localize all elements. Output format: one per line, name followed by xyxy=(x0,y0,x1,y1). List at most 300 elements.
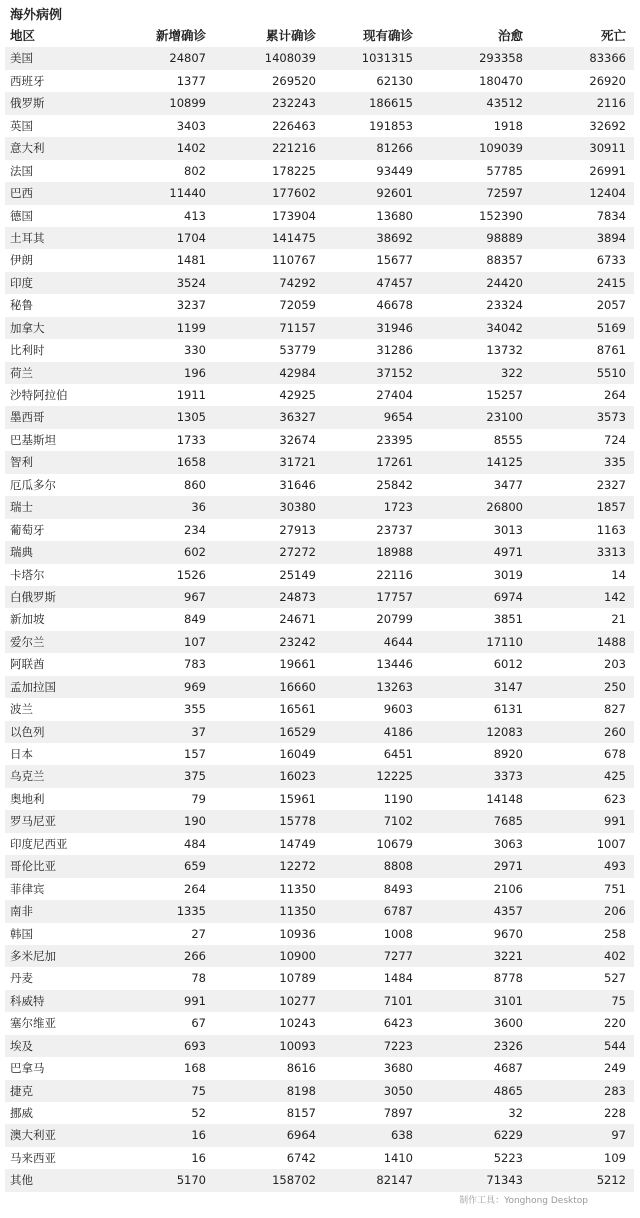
deaths-cell: 264 xyxy=(604,388,626,402)
table-row xyxy=(5,339,634,361)
total-cases-cell: 12272 xyxy=(279,859,316,874)
active-cases-cell: 22116 xyxy=(376,567,413,582)
recovered-cell: 2326 xyxy=(493,1038,523,1053)
total-cases-cell: 16561 xyxy=(279,702,316,717)
deaths-cell: 2415 xyxy=(596,275,626,290)
new-cases-cell: 1481 xyxy=(176,253,206,268)
table-row xyxy=(5,294,634,316)
table-row xyxy=(5,317,634,339)
active-cases-cell: 17757 xyxy=(376,589,413,604)
total-cases-cell: 16023 xyxy=(279,769,316,784)
recovered-cell: 23100 xyxy=(486,410,523,425)
recovered-cell: 1918 xyxy=(493,118,523,133)
total-cases-cell: 141475 xyxy=(272,230,316,245)
region-cell: 巴拿马 xyxy=(10,1061,45,1076)
new-cases-cell: 413 xyxy=(184,208,206,223)
total-cases-cell: 10093 xyxy=(279,1038,316,1053)
new-cases-cell: 860 xyxy=(184,477,206,492)
recovered-cell: 8555 xyxy=(493,432,523,447)
new-cases-cell: 234 xyxy=(184,522,206,537)
total-cases-cell: 42984 xyxy=(279,365,316,380)
total-cases-cell: 24873 xyxy=(279,589,316,604)
deaths-cell: 2116 xyxy=(596,96,626,111)
deaths-cell: 83366 xyxy=(589,51,626,66)
region-cell: 墨西哥 xyxy=(10,410,45,425)
table-row xyxy=(5,990,634,1012)
region-cell: 比利时 xyxy=(10,343,45,358)
total-cases-cell: 16660 xyxy=(279,679,316,694)
active-cases-cell: 82147 xyxy=(376,1173,413,1188)
new-cases-cell: 1911 xyxy=(176,388,206,402)
recovered-cell: 180470 xyxy=(479,73,523,88)
recovered-cell: 293358 xyxy=(479,51,523,66)
region-cell: 土耳其 xyxy=(10,230,45,245)
total-cases-cell: 32674 xyxy=(279,432,316,447)
region-cell: 巴西 xyxy=(10,186,33,201)
recovered-cell: 6229 xyxy=(493,1128,523,1143)
total-cases-cell: 30380 xyxy=(279,500,316,515)
region-cell: 美国 xyxy=(10,51,33,66)
region-cell: 日本 xyxy=(10,747,33,761)
table-row xyxy=(5,1057,634,1079)
new-cases-cell: 1335 xyxy=(176,904,206,919)
new-cases-cell: 79 xyxy=(191,791,206,806)
deaths-cell: 2327 xyxy=(596,477,626,492)
table-row xyxy=(5,833,634,855)
active-cases-cell: 8808 xyxy=(383,859,413,874)
recovered-cell: 2971 xyxy=(493,859,523,874)
recovered-cell: 4687 xyxy=(493,1061,523,1076)
region-cell: 其他 xyxy=(10,1173,33,1188)
recovered-cell: 6131 xyxy=(493,702,523,717)
table-row xyxy=(5,70,634,92)
table-row xyxy=(5,855,634,877)
table-row xyxy=(5,160,634,182)
recovered-cell: 26800 xyxy=(486,500,523,515)
active-cases-cell: 38692 xyxy=(376,230,413,245)
recovered-cell: 9670 xyxy=(493,926,523,941)
table-row xyxy=(5,698,634,720)
active-cases-cell: 1190 xyxy=(383,791,413,806)
new-cases-cell: 849 xyxy=(184,612,206,627)
total-cases-cell: 10243 xyxy=(279,1016,316,1031)
total-cases-cell: 11350 xyxy=(279,904,316,919)
region-cell: 奥地利 xyxy=(10,791,45,806)
column-header-total-cases[interactable]: 累计确诊 xyxy=(265,28,316,43)
recovered-cell: 3477 xyxy=(493,477,523,492)
total-cases-cell: 10936 xyxy=(279,926,316,941)
deaths-cell: 402 xyxy=(604,948,626,963)
table-row xyxy=(5,182,634,204)
active-cases-cell: 47457 xyxy=(376,275,413,290)
active-cases-cell: 7101 xyxy=(383,993,413,1008)
table-row xyxy=(5,496,634,518)
active-cases-cell: 13680 xyxy=(376,208,413,223)
deaths-cell: 991 xyxy=(604,814,626,829)
column-header-active-cases[interactable]: 现有确诊 xyxy=(362,28,413,43)
new-cases-cell: 264 xyxy=(184,881,206,896)
table-row xyxy=(5,115,634,137)
total-cases-cell: 226463 xyxy=(272,118,316,133)
region-cell: 意大利 xyxy=(10,141,45,156)
recovered-cell: 17110 xyxy=(486,634,523,649)
region-cell: 秘鲁 xyxy=(10,298,33,313)
recovered-cell: 12083 xyxy=(486,724,523,739)
table-row xyxy=(5,429,634,451)
deaths-cell: 26991 xyxy=(589,163,626,178)
active-cases-cell: 92601 xyxy=(376,186,413,201)
active-cases-cell: 31946 xyxy=(376,320,413,335)
deaths-cell: 142 xyxy=(604,589,626,604)
active-cases-cell: 12225 xyxy=(376,769,413,784)
active-cases-cell: 27404 xyxy=(376,388,413,402)
table-row xyxy=(5,1147,634,1169)
recovered-cell: 15257 xyxy=(486,388,523,402)
new-cases-cell: 3403 xyxy=(176,118,206,133)
total-cases-cell: 177602 xyxy=(272,186,316,201)
deaths-cell: 1007 xyxy=(596,836,626,851)
recovered-cell: 4865 xyxy=(493,1083,523,1098)
new-cases-cell: 355 xyxy=(184,702,206,717)
column-header-recovered[interactable]: 治愈 xyxy=(497,28,523,43)
region-cell: 丹麦 xyxy=(10,971,33,986)
total-cases-cell: 10789 xyxy=(279,971,316,986)
recovered-cell: 3147 xyxy=(493,679,523,694)
region-cell: 马来西亚 xyxy=(10,1150,56,1165)
recovered-cell: 322 xyxy=(501,365,523,380)
active-cases-cell: 18988 xyxy=(376,545,413,560)
total-cases-cell: 269520 xyxy=(272,73,316,88)
new-cases-cell: 783 xyxy=(184,657,206,672)
table-row xyxy=(5,519,634,541)
total-cases-cell: 16529 xyxy=(279,724,316,739)
table-row xyxy=(5,676,634,698)
new-cases-cell: 196 xyxy=(184,365,206,380)
recovered-cell: 6974 xyxy=(493,589,523,604)
deaths-cell: 544 xyxy=(604,1038,626,1053)
active-cases-cell: 17261 xyxy=(376,455,413,470)
table-row xyxy=(5,137,634,159)
total-cases-cell: 178225 xyxy=(272,163,316,178)
region-cell: 沙特阿拉伯 xyxy=(10,388,68,402)
recovered-cell: 14125 xyxy=(486,455,523,470)
active-cases-cell: 7223 xyxy=(383,1038,413,1053)
deaths-cell: 827 xyxy=(604,702,626,717)
total-cases-cell: 27272 xyxy=(279,545,316,560)
column-header-deaths[interactable]: 死亡 xyxy=(600,28,626,43)
new-cases-cell: 1658 xyxy=(176,455,206,470)
deaths-cell: 5212 xyxy=(596,1173,626,1188)
deaths-cell: 260 xyxy=(604,724,626,739)
active-cases-cell: 7897 xyxy=(383,1106,413,1120)
deaths-cell: 220 xyxy=(604,1016,626,1031)
table-row xyxy=(5,249,634,271)
active-cases-cell: 638 xyxy=(391,1128,413,1143)
deaths-cell: 12404 xyxy=(589,186,626,201)
total-cases-cell: 72059 xyxy=(279,298,316,313)
table-row xyxy=(5,631,634,653)
new-cases-cell: 107 xyxy=(184,634,206,649)
deaths-cell: 250 xyxy=(604,679,626,694)
new-cases-cell: 266 xyxy=(184,948,206,963)
recovered-cell: 88357 xyxy=(486,253,523,268)
table-row xyxy=(5,653,634,675)
total-cases-cell: 74292 xyxy=(279,275,316,290)
region-cell: 新加坡 xyxy=(10,612,45,627)
deaths-cell: 2057 xyxy=(596,298,626,313)
recovered-cell: 3600 xyxy=(493,1016,523,1031)
new-cases-cell: 1305 xyxy=(176,410,206,425)
recovered-cell: 13732 xyxy=(486,343,523,358)
active-cases-cell: 4186 xyxy=(383,724,413,739)
total-cases-cell: 16049 xyxy=(279,747,316,761)
region-cell: 孟加拉国 xyxy=(10,679,56,694)
new-cases-cell: 190 xyxy=(184,814,206,829)
deaths-cell: 26920 xyxy=(589,73,626,88)
active-cases-cell: 15677 xyxy=(376,253,413,268)
table-row xyxy=(5,564,634,586)
active-cases-cell: 13446 xyxy=(376,657,413,672)
table-row xyxy=(5,1035,634,1057)
deaths-cell: 1163 xyxy=(596,522,626,537)
new-cases-cell: 16 xyxy=(191,1150,206,1165)
region-cell: 伊朗 xyxy=(10,253,33,268)
region-cell: 挪威 xyxy=(10,1106,33,1120)
table-row xyxy=(5,945,634,967)
table-row xyxy=(5,1080,634,1102)
region-cell: 荷兰 xyxy=(10,365,33,380)
recovered-cell: 109039 xyxy=(479,141,523,156)
region-cell: 澳大利亚 xyxy=(10,1128,56,1143)
region-cell: 英国 xyxy=(10,118,33,133)
deaths-cell: 623 xyxy=(604,791,626,806)
recovered-cell: 72597 xyxy=(486,186,523,201)
total-cases-cell: 24671 xyxy=(279,612,316,627)
cases-table xyxy=(5,25,634,1192)
table-row xyxy=(5,227,634,249)
region-cell: 以色列 xyxy=(10,724,45,739)
deaths-cell: 724 xyxy=(604,432,626,447)
total-cases-cell: 6742 xyxy=(286,1150,316,1165)
total-cases-cell: 6964 xyxy=(286,1128,316,1143)
table-row xyxy=(5,451,634,473)
deaths-cell: 21 xyxy=(611,612,626,627)
region-cell: 厄瓜多尔 xyxy=(10,477,56,492)
deaths-cell: 249 xyxy=(604,1061,626,1076)
region-cell: 西班牙 xyxy=(10,73,45,88)
active-cases-cell: 13263 xyxy=(376,679,413,694)
table-row xyxy=(5,721,634,743)
table-row xyxy=(5,1124,634,1146)
tool-credit: 制作工具：Yonghong Desktop xyxy=(459,1196,588,1206)
total-cases-cell: 158702 xyxy=(272,1173,316,1188)
active-cases-cell: 3050 xyxy=(383,1083,413,1098)
total-cases-cell: 27913 xyxy=(279,522,316,537)
active-cases-cell: 31286 xyxy=(376,343,413,358)
new-cases-cell: 10899 xyxy=(169,96,206,111)
recovered-cell: 3851 xyxy=(493,612,523,627)
total-cases-cell: 10277 xyxy=(279,993,316,1008)
active-cases-cell: 25842 xyxy=(376,477,413,492)
active-cases-cell: 93449 xyxy=(376,163,413,178)
new-cases-cell: 1199 xyxy=(176,320,206,335)
recovered-cell: 71343 xyxy=(486,1173,523,1188)
active-cases-cell: 8493 xyxy=(383,881,413,896)
new-cases-cell: 484 xyxy=(184,836,206,851)
region-cell: 波兰 xyxy=(10,702,33,717)
deaths-cell: 5510 xyxy=(596,365,626,380)
total-cases-cell: 25149 xyxy=(279,567,316,582)
table-row xyxy=(5,967,634,989)
total-cases-cell: 8616 xyxy=(286,1061,316,1076)
table-row xyxy=(5,541,634,563)
total-cases-cell: 110767 xyxy=(272,253,316,268)
total-cases-cell: 14749 xyxy=(279,836,316,851)
active-cases-cell: 1484 xyxy=(383,971,413,986)
new-cases-cell: 78 xyxy=(191,971,206,986)
new-cases-cell: 1704 xyxy=(176,230,206,245)
column-header-new-cases[interactable]: 新增确诊 xyxy=(155,28,206,43)
recovered-cell: 3013 xyxy=(493,522,523,537)
recovered-cell: 98889 xyxy=(486,230,523,245)
deaths-cell: 3573 xyxy=(596,410,626,425)
deaths-cell: 493 xyxy=(604,859,626,874)
region-cell: 塞尔维亚 xyxy=(10,1016,56,1031)
active-cases-cell: 191853 xyxy=(369,118,413,133)
region-cell: 菲律宾 xyxy=(10,881,45,896)
total-cases-cell: 15961 xyxy=(279,791,316,806)
table-row xyxy=(5,474,634,496)
recovered-cell: 3019 xyxy=(493,567,523,582)
region-cell: 德国 xyxy=(10,208,33,223)
active-cases-cell: 20799 xyxy=(376,612,413,627)
region-cell: 俄罗斯 xyxy=(10,96,45,111)
active-cases-cell: 1410 xyxy=(383,1150,413,1165)
active-cases-cell: 81266 xyxy=(376,141,413,156)
recovered-cell: 6012 xyxy=(493,657,523,672)
recovered-cell: 32 xyxy=(508,1106,523,1120)
new-cases-cell: 802 xyxy=(184,163,206,178)
deaths-cell: 203 xyxy=(604,657,626,672)
new-cases-cell: 67 xyxy=(191,1016,206,1031)
table-row xyxy=(5,1012,634,1034)
table-row xyxy=(5,362,634,384)
new-cases-cell: 991 xyxy=(184,993,206,1008)
region-cell: 韩国 xyxy=(10,926,33,941)
region-cell: 瑞典 xyxy=(10,545,33,560)
table-row xyxy=(5,900,634,922)
active-cases-cell: 7102 xyxy=(383,814,413,829)
table-row xyxy=(5,1169,634,1191)
region-cell: 葡萄牙 xyxy=(10,522,45,537)
deaths-cell: 751 xyxy=(604,881,626,896)
active-cases-cell: 1723 xyxy=(383,500,413,515)
region-cell: 加拿大 xyxy=(10,320,45,335)
recovered-cell: 3221 xyxy=(493,948,523,963)
table-row xyxy=(5,205,634,227)
active-cases-cell: 46678 xyxy=(376,298,413,313)
region-cell: 卡塔尔 xyxy=(10,567,45,582)
total-cases-cell: 36327 xyxy=(279,410,316,425)
recovered-cell: 152390 xyxy=(479,208,523,223)
deaths-cell: 5169 xyxy=(596,320,626,335)
new-cases-cell: 1733 xyxy=(176,432,206,447)
new-cases-cell: 969 xyxy=(184,679,206,694)
active-cases-cell: 3680 xyxy=(383,1061,413,1076)
recovered-cell: 24420 xyxy=(486,275,523,290)
deaths-cell: 527 xyxy=(604,971,626,986)
deaths-cell: 283 xyxy=(604,1083,626,1098)
region-cell: 白俄罗斯 xyxy=(10,589,56,604)
new-cases-cell: 5170 xyxy=(176,1173,206,1188)
recovered-cell: 34042 xyxy=(486,320,523,335)
total-cases-cell: 31646 xyxy=(279,477,316,492)
active-cases-cell: 37152 xyxy=(376,365,413,380)
recovered-cell: 2106 xyxy=(493,881,523,896)
region-cell: 乌克兰 xyxy=(10,769,45,784)
total-cases-cell: 15778 xyxy=(279,814,316,829)
table-row xyxy=(5,923,634,945)
total-cases-cell: 221216 xyxy=(272,141,316,156)
new-cases-cell: 1526 xyxy=(176,567,206,582)
deaths-cell: 3894 xyxy=(596,230,626,245)
active-cases-cell: 186615 xyxy=(369,96,413,111)
recovered-cell: 3063 xyxy=(493,836,523,851)
region-cell: 多米尼加 xyxy=(10,948,56,963)
deaths-cell: 109 xyxy=(604,1150,626,1165)
new-cases-cell: 37 xyxy=(191,724,206,739)
total-cases-cell: 8157 xyxy=(286,1106,316,1120)
deaths-cell: 30911 xyxy=(589,141,626,156)
total-cases-cell: 31721 xyxy=(279,455,316,470)
region-cell: 瑞士 xyxy=(10,500,33,515)
deaths-cell: 6733 xyxy=(596,253,626,268)
total-cases-cell: 11350 xyxy=(279,881,316,896)
table-row xyxy=(5,586,634,608)
total-cases-cell: 19661 xyxy=(279,657,316,672)
total-cases-cell: 232243 xyxy=(272,96,316,111)
region-cell: 智利 xyxy=(10,455,33,470)
active-cases-cell: 9654 xyxy=(383,410,413,425)
total-cases-cell: 42925 xyxy=(279,388,316,402)
deaths-cell: 425 xyxy=(604,769,626,784)
table-body xyxy=(5,47,634,1191)
active-cases-cell: 1031315 xyxy=(361,51,413,66)
active-cases-cell: 6787 xyxy=(383,904,413,919)
region-cell: 南非 xyxy=(10,904,33,919)
deaths-cell: 8761 xyxy=(596,343,626,358)
table-row xyxy=(5,810,634,832)
deaths-cell: 7834 xyxy=(596,208,626,223)
region-cell: 捷克 xyxy=(10,1083,33,1098)
recovered-cell: 7685 xyxy=(493,814,523,829)
deaths-cell: 97 xyxy=(611,1128,626,1143)
recovered-cell: 8920 xyxy=(493,747,523,761)
new-cases-cell: 3524 xyxy=(176,275,206,290)
active-cases-cell: 7277 xyxy=(383,948,413,963)
total-cases-cell: 71157 xyxy=(279,320,316,335)
table-row xyxy=(5,743,634,765)
table-row xyxy=(5,878,634,900)
deaths-cell: 75 xyxy=(611,993,626,1008)
region-cell: 爱尔兰 xyxy=(10,634,45,649)
active-cases-cell: 10679 xyxy=(376,836,413,851)
column-header-region[interactable]: 地区 xyxy=(10,28,36,43)
total-cases-cell: 1408039 xyxy=(264,51,316,66)
new-cases-cell: 659 xyxy=(184,859,206,874)
table-row xyxy=(5,384,634,406)
region-cell: 埃及 xyxy=(10,1038,33,1053)
